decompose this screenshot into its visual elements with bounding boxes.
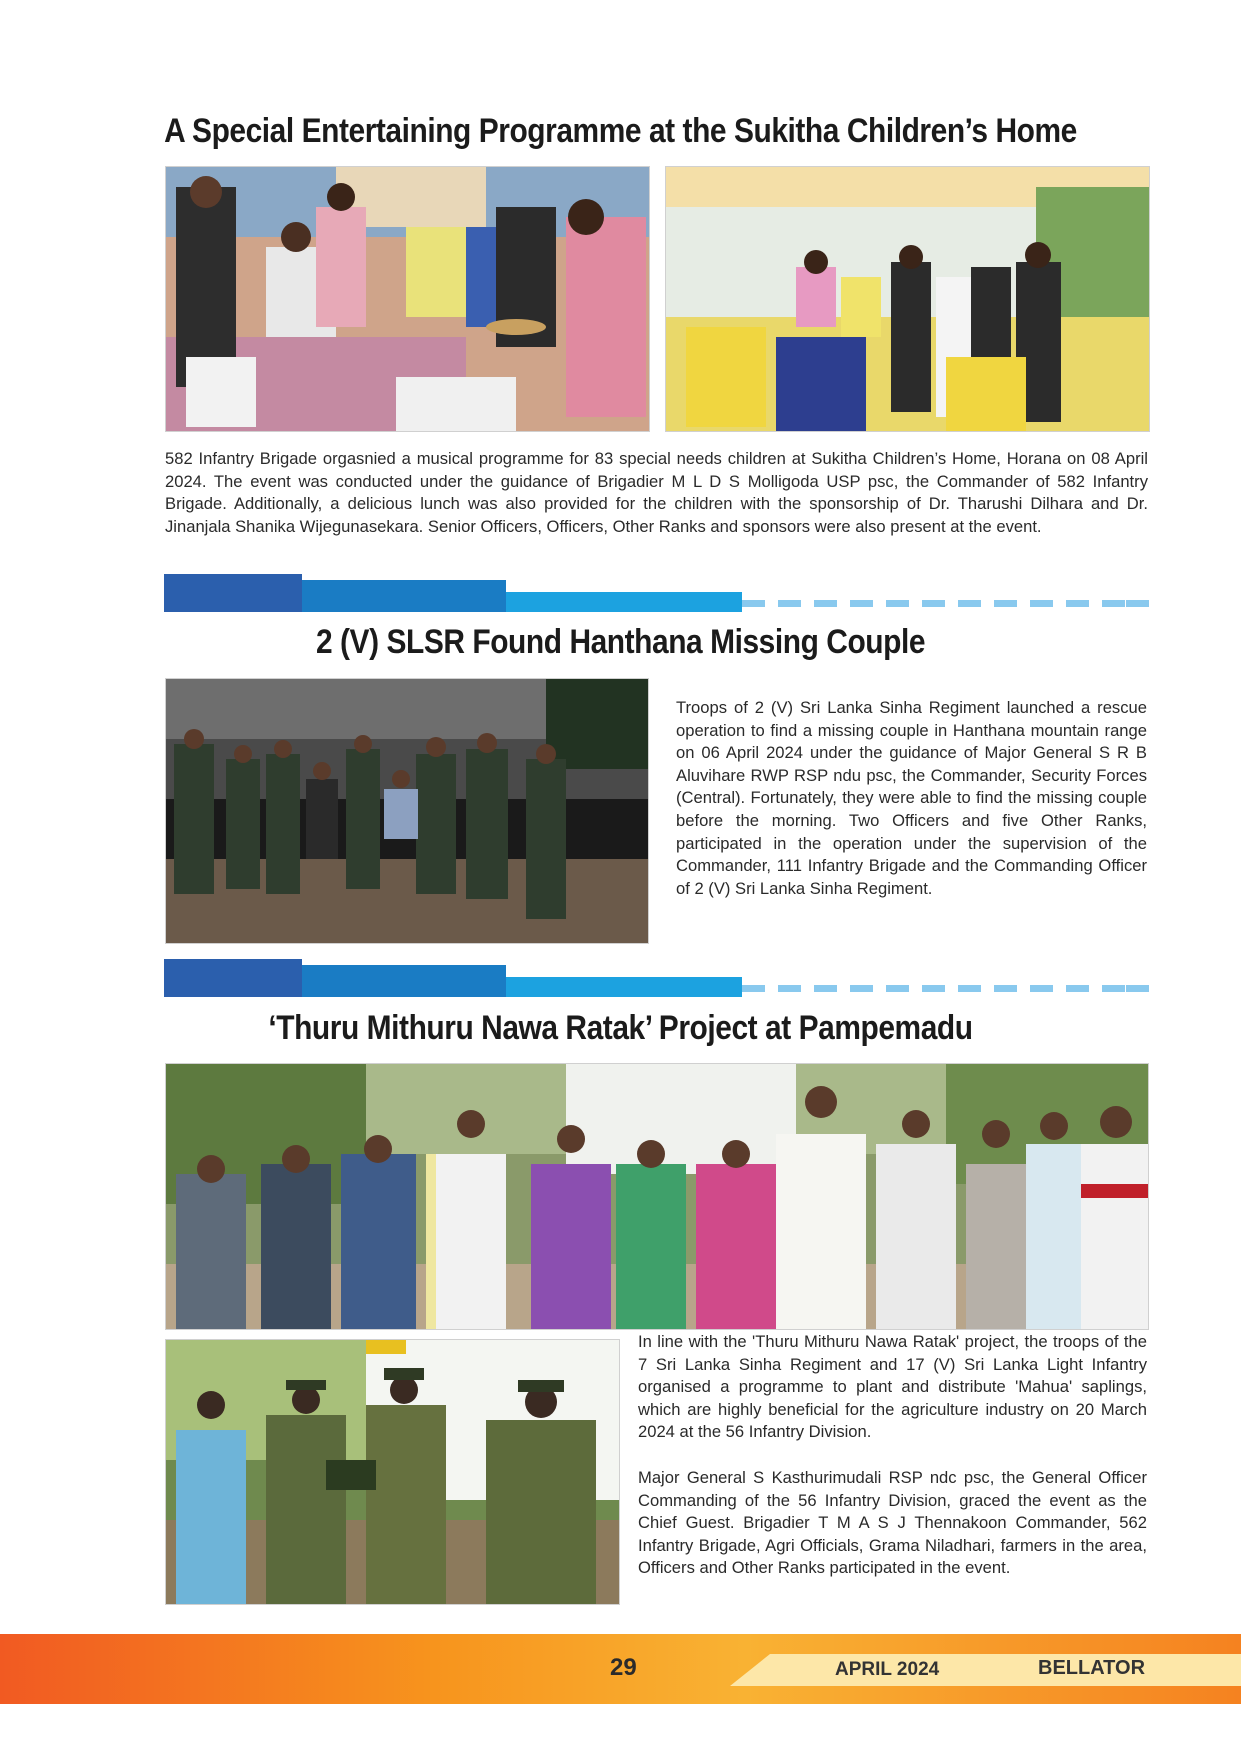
- page-number: 29: [610, 1654, 637, 1681]
- article-1-title: A Special Entertaining Programme at the Sukitha Children’s Home: [164, 112, 1077, 150]
- sapling-handover-photo: [165, 1339, 620, 1605]
- publication-name: BELLATOR: [1038, 1657, 1146, 1679]
- article-3-body-2: Major General S Kasthurimudali RSP ndc psc, the General Officer Commanding of the 56 Infantry Division, graced the event as the Chief Guest. Brigadier T M A S J Thennakoon Commander, 562 Infantry Brigade, Agri Officials, Grama Niladhari, farmers in the area, Officers and Other Ranks participated in the event.: [638, 1468, 1147, 1578]
- article-2-title: 2 (V) SLSR Found Hanthana Missing Couple: [315, 623, 926, 661]
- issue-date: APRIL 2024: [835, 1659, 940, 1680]
- article-3-title: ‘Thuru Mithuru Nawa Ratak’ Project at Pampemadu: [268, 1009, 973, 1047]
- footer-issue-band: [730, 1654, 1241, 1686]
- children-home-group-photo: [665, 166, 1150, 432]
- article-3-body-1: In line with the 'Thuru Mithuru Nawa Ratak' project, the troops of the 7 Sri Lanka Sinha Regiment and 17 (V) Sri Lanka Light Infantry organised a programme to plant and distribute 'Mahua' saplings, which are highly beneficial for the agriculture industry on 20 March 2024 at the 56 Infantry Division.: [638, 1332, 1147, 1442]
- section-divider: [164, 574, 1149, 612]
- children-lunch-photo: [165, 166, 650, 432]
- article-1-body: 582 Infantry Brigade orgasnied a musical programme for 83 special needs children at Sukitha Children’s Home, Horana on 08 April 2024. The event was conducted under the guidance of Brigadier M L D S Molligoda USP psc, the Commander of 582 Infantry Brigade. Additionally, a delicious lunch was also provided for the children with the sponsorship of Dr. Tharushi Dilhara and Dr. Jinanjala Shanika Wijegunasekara. Senior Officers, Officers, Other Ranks and sponsors were also present at the event.: [165, 449, 1148, 536]
- section-divider: [164, 959, 1149, 997]
- article-2-body: Troops of 2 (V) Sri Lanka Sinha Regiment launched a rescue operation to find a missing couple in Hanthana mountain range on 06 April 2024 under the guidance of Major General S R B Aluvihare RWP RSP ndu psc, the Commander, Security Forces (Central). Fortunately, they were able to find the missing couple before the morning. Two Officers and five Other Ranks, participated in the operation under the supervision of the Commander, 111 Infantry Brigade and the Commanding Officer of 2 (V) Sri Lanka Sinha Regiment.: [676, 698, 1147, 898]
- sapling-distribution-group-photo: [165, 1063, 1149, 1330]
- rescue-team-photo: [165, 678, 649, 944]
